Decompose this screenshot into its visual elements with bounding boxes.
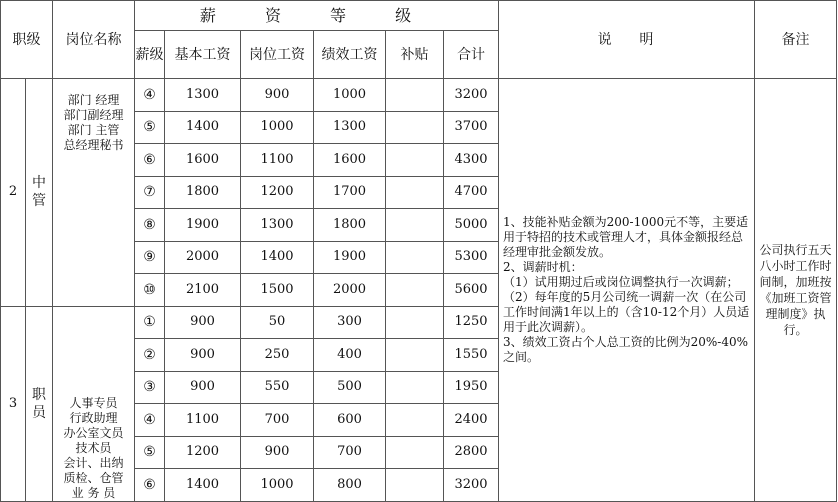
cell-grade: ⑦ <box>135 176 165 209</box>
cell-total: 4300 <box>444 144 499 177</box>
cell-total: 3200 <box>444 469 499 502</box>
cell-base: 900 <box>165 371 241 404</box>
position-list: 人事专员 行政助理 办公室文员 技术员 会计、出纳 质检、仓管 业 务 员 <box>53 306 135 501</box>
cell-perf: 800 <box>314 469 386 502</box>
cell-base: 2000 <box>165 241 241 274</box>
level-name: 职员 <box>26 306 53 501</box>
cell-grade: ② <box>135 339 165 372</box>
cell-post: 250 <box>241 339 314 372</box>
post-salary-header: 岗位工资 <box>241 31 314 79</box>
explanation-line: 2、调薪时机： <box>503 259 583 274</box>
explanation-line: （1）试用期过后或岗位调整执行一次调薪； <box>503 274 739 289</box>
remark-header: 备注 <box>755 1 837 79</box>
cell-perf: 1000 <box>314 79 386 112</box>
explanation-line: 1、技能补贴金额为200-1000元不等，主要适用于特招的技术或管理人才，具体金额报经总经理审批金额发放。 <box>503 214 749 259</box>
cell-post: 550 <box>241 371 314 404</box>
cell-base: 1200 <box>165 436 241 469</box>
cell-grade: ⑧ <box>135 209 165 242</box>
cell-total: 4700 <box>444 176 499 209</box>
cell-grade: ⑩ <box>135 274 165 307</box>
cell-base: 1100 <box>165 404 241 437</box>
cell-perf: 2000 <box>314 274 386 307</box>
cell-base: 1300 <box>165 79 241 112</box>
cell-subsidy <box>386 436 444 469</box>
performance-salary-header: 绩效工资 <box>314 31 386 79</box>
cell-post: 1100 <box>241 144 314 177</box>
explanation-cell <box>499 79 755 502</box>
cell-grade: ③ <box>135 371 165 404</box>
position-list: 部门 经理 部门副经理 部门 主管 总经理秘书 <box>53 79 135 307</box>
cell-base: 900 <box>165 339 241 372</box>
cell-subsidy <box>386 111 444 144</box>
cell-total: 3700 <box>444 111 499 144</box>
cell-base: 1800 <box>165 176 241 209</box>
cell-total: 1550 <box>444 339 499 372</box>
cell-subsidy <box>386 241 444 274</box>
level-number: 2 <box>1 79 26 307</box>
level-name: 中管 <box>26 79 53 307</box>
cell-perf: 700 <box>314 436 386 469</box>
cell-base: 1900 <box>165 209 241 242</box>
cell-perf: 1900 <box>314 241 386 274</box>
level-header: 职级 <box>1 1 53 79</box>
cell-post: 1000 <box>241 469 314 502</box>
subsidy-header: 补贴 <box>386 31 444 79</box>
cell-post: 900 <box>241 79 314 112</box>
cell-post: 1400 <box>241 241 314 274</box>
cell-perf: 1800 <box>314 209 386 242</box>
cell-grade: ⑥ <box>135 469 165 502</box>
cell-perf: 1300 <box>314 111 386 144</box>
cell-grade: ⑨ <box>135 241 165 274</box>
cell-grade: ④ <box>135 404 165 437</box>
cell-total: 2800 <box>444 436 499 469</box>
remark-cell: 公司执行五天八小时工作时间制，加班按《加班工资管理制度》执行。 <box>755 79 837 502</box>
salary-grade-header: 薪 资 等 级 <box>135 1 499 31</box>
cell-grade: ⑤ <box>135 111 165 144</box>
cell-subsidy <box>386 209 444 242</box>
cell-grade: ⑥ <box>135 144 165 177</box>
cell-post: 1200 <box>241 176 314 209</box>
cell-total: 2400 <box>444 404 499 437</box>
cell-subsidy <box>386 469 444 502</box>
cell-subsidy <box>386 371 444 404</box>
cell-base: 2100 <box>165 274 241 307</box>
cell-perf: 1600 <box>314 144 386 177</box>
cell-base: 1400 <box>165 469 241 502</box>
explanation-line: 3、绩效工资占个人总工资的比例为20%-40%之间。 <box>503 334 749 364</box>
cell-subsidy <box>386 306 444 339</box>
total-header: 合计 <box>444 31 499 79</box>
cell-perf: 500 <box>314 371 386 404</box>
cell-post: 50 <box>241 306 314 339</box>
cell-perf: 600 <box>314 404 386 437</box>
explain-header: 说 明 <box>499 1 755 79</box>
cell-grade: ⑤ <box>135 436 165 469</box>
cell-post: 1300 <box>241 209 314 242</box>
cell-total: 1950 <box>444 371 499 404</box>
cell-subsidy <box>386 339 444 372</box>
level-number: 3 <box>1 306 26 501</box>
cell-base: 1600 <box>165 144 241 177</box>
cell-post: 900 <box>241 436 314 469</box>
cell-subsidy <box>386 79 444 112</box>
cell-post: 1500 <box>241 274 314 307</box>
cell-base: 1400 <box>165 111 241 144</box>
cell-subsidy <box>386 274 444 307</box>
cell-total: 5300 <box>444 241 499 274</box>
explanation-line: （2）每年度的5月公司统一调薪一次（在公司工作时间满1年以上的（含10-12个月）人员适用于此次调薪）。 <box>503 289 750 334</box>
position-name-header: 岗位名称 <box>53 1 135 79</box>
cell-perf: 1700 <box>314 176 386 209</box>
grade-header: 薪级 <box>135 31 165 79</box>
cell-subsidy <box>386 144 444 177</box>
cell-post: 700 <box>241 404 314 437</box>
base-salary-header: 基本工资 <box>165 31 241 79</box>
cell-total: 5600 <box>444 274 499 307</box>
cell-total: 1250 <box>444 306 499 339</box>
cell-base: 900 <box>165 306 241 339</box>
table-row <box>1 79 837 112</box>
cell-total: 5000 <box>444 209 499 242</box>
cell-post: 1000 <box>241 111 314 144</box>
cell-total: 3200 <box>444 79 499 112</box>
cell-perf: 300 <box>314 306 386 339</box>
cell-subsidy <box>386 176 444 209</box>
cell-grade: ④ <box>135 79 165 112</box>
cell-subsidy <box>386 404 444 437</box>
cell-perf: 400 <box>314 339 386 372</box>
cell-grade: ① <box>135 306 165 339</box>
